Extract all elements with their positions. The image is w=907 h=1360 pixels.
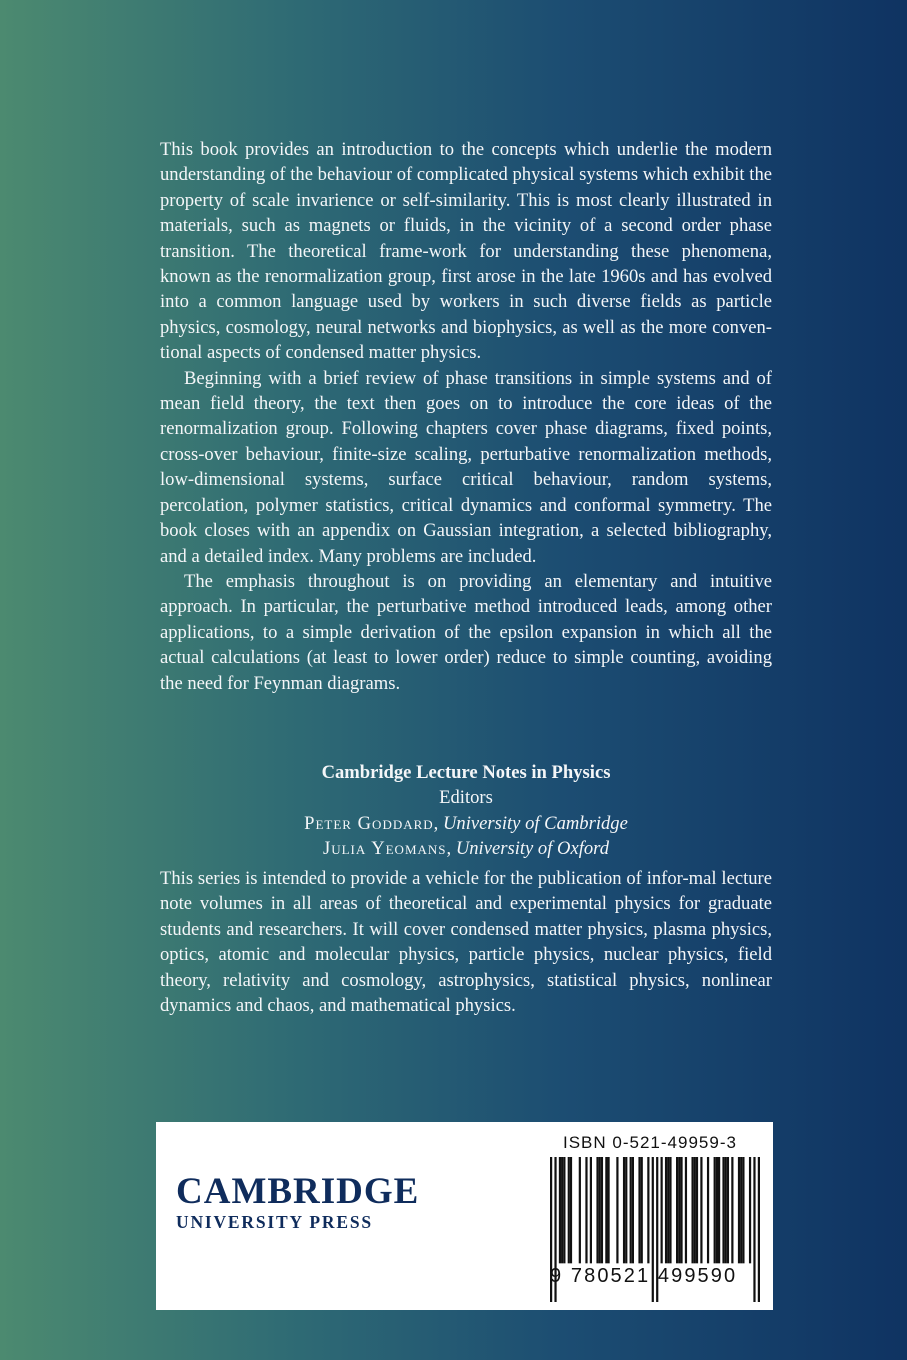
barcode-bar [731,1157,733,1263]
barcode-bar [559,1157,561,1263]
series-title: Cambridge Lecture Notes in Physics [321,762,611,783]
barcode-bar [722,1157,724,1263]
barcode-bar [601,1157,603,1263]
barcode-bar [579,1157,581,1263]
barcode-bar [596,1157,598,1263]
editor-2-name: Julia Yeomans [322,838,447,860]
barcode-bar [694,1157,696,1263]
barcode-bar [700,1157,702,1263]
barcode-bar [647,1157,649,1263]
barcode-bar [616,1157,618,1263]
barcode-bar [725,1157,727,1263]
publisher-subname: UNIVERSITY PRESS [176,1212,373,1232]
barcode-bar [696,1157,698,1263]
barcode-bar [665,1157,667,1263]
series-info [160,760,772,862]
series-description: This series is intended to provide a vehicle for the publication of infor-mal lecture note volumes in all areas of theoretical and experimental physics for graduate students and researchers. It will cover condensed matter physics, plasma physics, optics, atomic and molecular physics, particle physics, nuclear physics, field theory, relativity and cosmology, astrophysics, statistical physics, nonlinear dynamics and chaos, and mathematical physics. [160,868,772,1017]
editors-label: Editors [439,787,493,809]
barcode-bar [568,1157,570,1263]
barcode-bar [742,1157,744,1263]
barcode-bar [718,1157,720,1263]
publisher-name: CAMBRIDGE [176,1171,420,1212]
barcode-bar [661,1157,663,1263]
barcode-bar [716,1157,718,1263]
barcode-bar [676,1157,678,1263]
editor-2: Julia Yeomans, University of Oxford [322,838,610,860]
barcode-bar [678,1157,680,1263]
publisher-isbn-panel [156,1122,773,1310]
barcode-bar [685,1157,687,1263]
barcode-bar [740,1157,742,1263]
editor-1: Peter Goddard, University of Cambridge [304,812,628,834]
barcode-bar [625,1157,627,1263]
barcode-bar [563,1157,565,1263]
barcode-bar [667,1157,669,1263]
barcode-bar [607,1157,609,1263]
editor-1-affiliation: University of Cambridge [442,812,628,834]
barcode-bar [727,1157,729,1263]
barcode-bar [599,1157,601,1263]
editor-2-affiliation: University of Oxford [455,838,610,860]
barcode-bar [632,1157,634,1263]
publisher-logo [176,1172,419,1232]
blurb-paragraph-1: This book provides an introduction to the concepts which underlie the modern understanding of the behaviour of complicated physical systems which exhibit the property of scale invarience or self-similarity. This is most clearly illustrated in materials, such as magnets or fluids, in the vicinity of a second order phase transition. The theoretical frame-work for understanding these phenomena, known as the renormalization group, first arose in the late 1960s and has evolved into a common language used by workers in such diverse fields as particle physics, cosmology, neural networks and biophysics, as well as the more conven-tional aspects of condensed matter physics. [160,139,772,364]
barcode-digits: 9 780521 499590 [550,1265,738,1287]
barcode-bar [638,1157,640,1263]
barcode-bar [641,1157,643,1263]
barcode-bar [691,1157,693,1263]
barcode-bar [585,1157,587,1263]
barcode-bar [738,1157,740,1263]
blurb-paragraph-2: Beginning with a brief review of phase transitions in simple systems and of mean field theory, the text then goes on to introduce the core ideas of the renormalization group. Following chapters cover phase diagrams, fixed points, cross-over behaviour, finite-size scaling, perturbative renormalization methods, low-dimensional systems, surface critical behaviour, random systems, percolation, polymer statistics, critical dynamics and conformal symmetry. The book closes with an appendix on Gaussian integration, a selected bibliography, and a detailed index. Many problems are included. [160,367,772,567]
back-cover-blurb [160,137,772,696]
barcode-bar [561,1157,563,1263]
barcode-bar [570,1157,572,1263]
barcode-bar [669,1157,671,1263]
barcode-bar [707,1157,709,1263]
isbn-label: ISBN 0-521-49959-3 [563,1133,737,1152]
barcode-bar [714,1157,716,1263]
editor-1-name: Peter Goddard [304,812,434,834]
barcode-bar [749,1157,751,1263]
barcode-bar [590,1157,592,1263]
barcode-bar [623,1157,625,1263]
barcode-bar [630,1157,632,1263]
barcode-bar [680,1157,682,1263]
barcode-bar [605,1157,607,1263]
blurb-paragraph-3: The emphasis throughout is on providing an elementary and intuitive approach. In particular, the perturbative method introduced leads, among other applications, to a simple derivation of the epsilon expansion in which all the actual calculations (at least to lower order) reduce to simple counting, avoiding the need for Feynman diagrams. [160,570,772,694]
